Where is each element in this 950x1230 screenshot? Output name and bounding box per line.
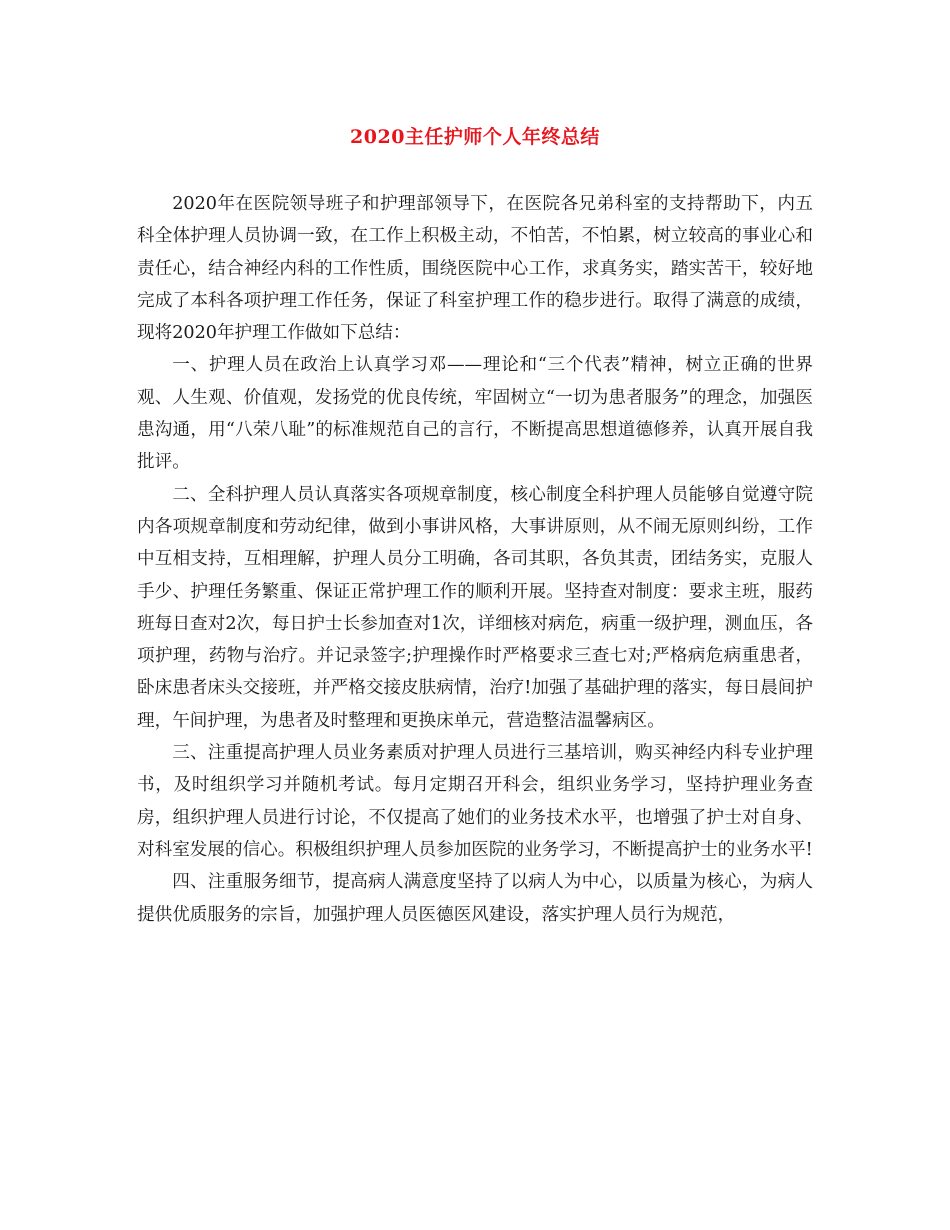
paragraph-section-1: 一、护理人员在政治上认真学习邓——理论和“三个代表”精神，树立正确的世界观、人生观、价值观，发扬党的优良传统，牢固树立“一切为患者服务”的理念，加强医患沟通，用“八荣八耻”的标准规范自己的言行，不断提高思想道德修养，认真开展自我批评。 <box>137 355 813 473</box>
paragraph-section-2: 二、全科护理人员认真落实各项规章制度，核心制度全科护理人员能够自觉遵守院内各项规章制度和劳动纪律，做到小事讲风格，大事讲原则，从不闹无原则纠纷，工作中互相支持，互相理解，护理人员分工明确，各司其职，各负其责，团结务实，克服人手少、护理任务繁重、保证正常护理工作的顺利开展。坚持查对制度：要求主班，服药班每日查对2次，每日护士长参加查对1次，详细核对病危，病重一级护理，测血压，各项护理，药物与治疗。并记录签字;护理操作时严格要求三查七对;严格病危病重患者，卧床患者床头交接班，并严格交接皮肤病情，治疗!加强了基础护理的落实，每日晨间护理，午间护理，为患者及时整理和更换床单元，营造整洁温馨病区。 <box>137 484 813 731</box>
paragraph-intro: 2020年在医院领导班子和护理部领导下，在医院各兄弟科室的支持帮助下，内五科全体护理人员协调一致，在工作上积极主动，不怕苦，不怕累，树立较高的事业心和责任心，结合神经内科的工作性质，围绕医院中心工作，求真务实，踏实苦干，较好地完成了本科各项护理工作任务，保证了科室护理工作的稳步进行。取得了满意的成绩，现将2020年护理工作做如下总结： <box>137 194 813 344</box>
document-title: 2020主任护师个人年终总结 <box>350 126 600 148</box>
document-body <box>137 188 813 931</box>
paragraph-section-3: 三、注重提高护理人员业务素质对护理人员进行三基培训，购买神经内科专业护理书，及时组织学习并随机考试。每月定期召开科会，组织业务学习，坚持护理业务查房，组织护理人员进行讨论，不仅提高了她们的业务技术水平，也增强了护士对自身、对科室发展的信心。积极组织护理人员参加医院的业务学习，不断提高护士的业务水平! <box>137 743 813 860</box>
paragraph-section-4: 四、注重服务细节，提高病人满意度坚持了以病人为中心，以质量为核心，为病人提供优质服务的宗旨，加强护理人员医德医风建设，落实护理人员行为规范， <box>137 872 813 925</box>
